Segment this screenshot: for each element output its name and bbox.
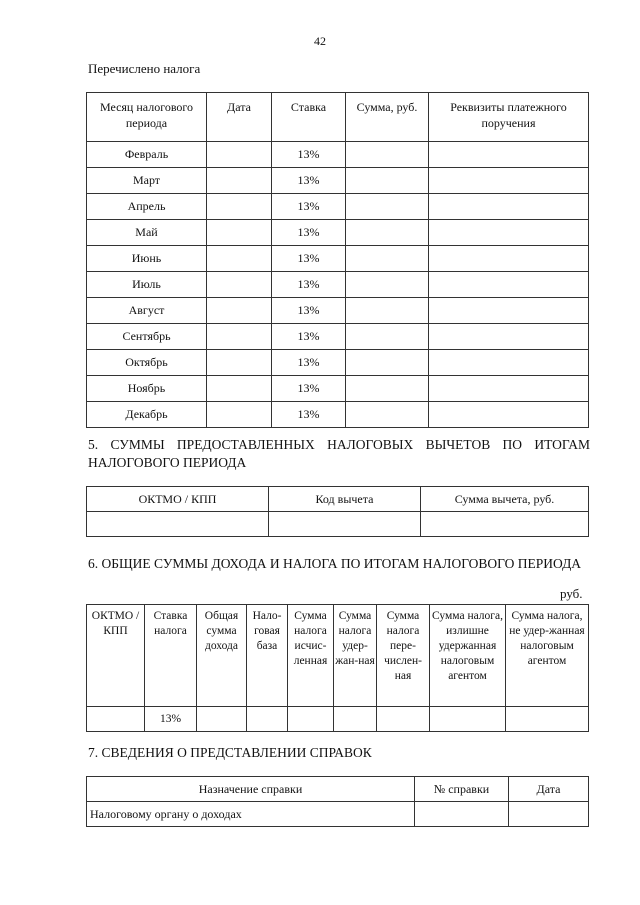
cell-month: Март [87,168,207,194]
cell-rate: 13% [272,376,346,402]
cell-certificate-number [415,802,509,827]
cell-payment-details [429,376,589,402]
cell-rate: 13% [272,402,346,428]
table-header-row [87,605,589,707]
table-row [87,194,589,220]
cell-month: Декабрь [87,402,207,428]
cell-month: Ноябрь [87,376,207,402]
table-row [87,707,589,732]
cell-payment-details [429,168,589,194]
header-month: Месяц налогового периода [87,93,207,142]
header-payment-details: Реквизиты платежного поручения [429,93,589,142]
cell-sum [346,402,429,428]
cell-sum [346,350,429,376]
header-deduction-sum: Сумма вычета, руб. [421,487,589,512]
page-number: 42 [314,34,326,48]
cell-rate: 13% [272,298,346,324]
header-certificate-number: № справки [415,777,509,802]
cell-payment-details [429,246,589,272]
cell-sum [346,168,429,194]
cell-sum [346,220,429,246]
cell-sum [346,298,429,324]
cell-payment-details [429,142,589,168]
cell-month: Май [87,220,207,246]
cell-oktmo-kpp [87,707,145,732]
cell-total-income [197,707,247,732]
cell-date [207,402,272,428]
header-purpose: Назначение справки [87,777,415,802]
cell-sum [346,272,429,298]
section-7-title: 7. СВЕДЕНИЯ О ПРЕДСТАВЛЕНИИ СПРАВОК [88,745,372,760]
header-tax-transferred: Сумма налога пере-числен-ная [377,605,430,707]
cell-date [207,376,272,402]
table-row [87,512,589,537]
cell-payment-details [429,272,589,298]
header-total-income: Общая сумма дохода [197,605,247,707]
cell-date [207,246,272,272]
table-row [87,246,589,272]
cell-date [509,802,589,827]
cell-rate: 13% [272,350,346,376]
header-deduction-code: Код вычета [269,487,421,512]
header-rate: Ставка [272,93,346,142]
header-tax-calculated: Сумма налога исчис-ленная [288,605,334,707]
table-row [87,168,589,194]
table-row [87,220,589,246]
cell-rate: 13% [272,168,346,194]
cell-sum [346,376,429,402]
cell-tax-overwithheld [430,707,506,732]
header-tax-not-withheld: Сумма налога, не удер-жанная налоговым агентом [506,605,589,707]
header-tax-rate: Ставка налога [145,605,197,707]
cell-tax-transferred [377,707,430,732]
cell-payment-details [429,194,589,220]
table-row [87,298,589,324]
cell-rate: 13% [272,324,346,350]
cell-date [207,142,272,168]
cell-date [207,168,272,194]
table-row [87,402,589,428]
cell-tax-calculated [288,707,334,732]
table-header-row [87,93,589,142]
cell-rate: 13% [272,194,346,220]
cell-tax-not-withheld [506,707,589,732]
header-tax-base: Нало-говая база [247,605,288,707]
table-row [87,376,589,402]
cell-month: Февраль [87,142,207,168]
cell-sum [346,194,429,220]
cell-date [207,272,272,298]
section-5-title: 5. СУММЫ ПРЕДОСТАВЛЕННЫХ НАЛОГОВЫХ ВЫЧЕТОВ ПО ИТОГАМ НАЛОГОВОГО ПЕРИОДА [88,437,590,470]
cell-oktmo-kpp [87,512,269,537]
header-sum: Сумма, руб. [346,93,429,142]
deductions-table [86,486,589,537]
table-header-row [87,777,589,802]
cell-date [207,220,272,246]
cell-rate: 13% [272,272,346,298]
table-row [87,324,589,350]
cell-tax-withheld [334,707,377,732]
cell-payment-details [429,402,589,428]
cell-payment-details [429,298,589,324]
header-tax-withheld: Сумма налога удер-жан-ная [334,605,377,707]
section-6-title: 6. ОБЩИЕ СУММЫ ДОХОДА И НАЛОГА ПО ИТОГАМ НАЛОГОВОГО ПЕРИОДА [88,556,582,571]
cell-sum [346,142,429,168]
cell-purpose: Налоговому органу о доходах [87,802,415,827]
cell-payment-details [429,350,589,376]
cell-tax-base [247,707,288,732]
cell-sum [346,324,429,350]
paid-tax-caption: Перечислено налога [88,61,201,76]
cell-date [207,298,272,324]
cell-month: Октябрь [87,350,207,376]
header-tax-overwithheld: Сумма налога, излишне удержанная налоговым агентом [430,605,506,707]
cell-month: Июль [87,272,207,298]
cell-month: Сентябрь [87,324,207,350]
cell-payment-details [429,324,589,350]
cell-rate: 13% [272,220,346,246]
totals-table [86,604,589,732]
table-row [87,802,589,827]
table-row [87,142,589,168]
cell-deduction-sum [421,512,589,537]
cell-tax-rate: 13% [145,707,197,732]
unit-label: руб. [560,586,583,601]
header-oktmo-kpp: ОКТМО / КПП [87,487,269,512]
table-row [87,272,589,298]
cell-rate: 13% [272,142,346,168]
table-header-row [87,487,589,512]
table-row [87,350,589,376]
header-date: Дата [207,93,272,142]
cell-month: Июнь [87,246,207,272]
cell-rate: 13% [272,246,346,272]
cell-date [207,194,272,220]
cell-month: Август [87,298,207,324]
cell-payment-details [429,220,589,246]
cell-date [207,350,272,376]
cell-date [207,324,272,350]
cell-deduction-code [269,512,421,537]
cell-sum [346,246,429,272]
header-oktmo-kpp: ОКТМО / КПП [87,605,145,707]
cell-month: Апрель [87,194,207,220]
paid-tax-table [86,92,589,428]
certificates-table [86,776,589,827]
header-date: Дата [509,777,589,802]
